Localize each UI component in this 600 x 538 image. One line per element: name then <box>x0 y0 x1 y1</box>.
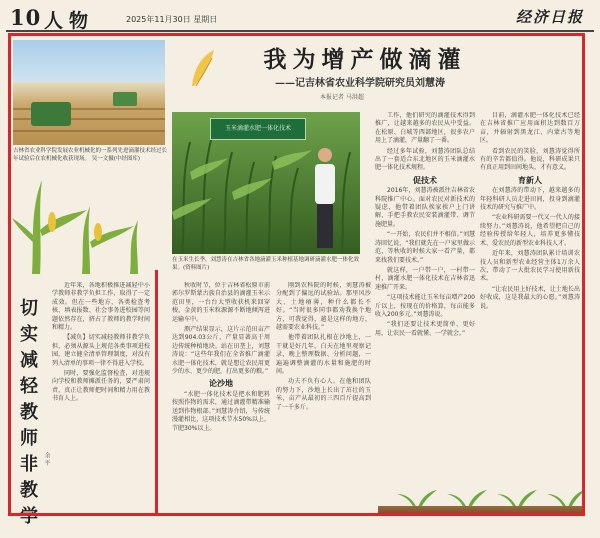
researcher-figure <box>312 146 338 248</box>
harvest-photo-caption: 吉林省农业科学院发展农业机械化的一系列先进滴灌技术经过长年试验后在农机械化收获现场。 吴一文摄(中经图库) <box>13 148 168 162</box>
corn-banner: 玉米滴灌水肥一体化技术 <box>210 118 306 140</box>
paragraph: “水肥一体化技术是把水和肥料按照作物的需求，通过滴灌带精准输送到作物根部。”刘慧涛介绍，与传统漫灌相比，这项技术节水50%以上，节肥30%以上。 <box>172 390 270 432</box>
paragraph: 看到农民的笑脸，刘慧涛觉得所有的辛苦都值得。他说，科研成果只有真正用到田间地头，才有意义。 <box>480 147 580 172</box>
masthead <box>6 4 594 32</box>
harvester-icon <box>31 102 71 126</box>
paragraph: 在刘慧涛的带动下，越来越多的年轻科研人员走进田间，投身到滴灌技术的研究与推广中。 <box>480 187 580 212</box>
paragraph: 秋收时节，位于吉林省松原市前郭尔罗斯蒙古族自治县的滴灌玉米示范田里，一台台大型收获机来回穿梭，金黄的玉米粒源源不断地倾泻进运输车中。 <box>172 282 270 323</box>
harvest-photo <box>13 40 165 145</box>
headline: 我为增产做滴灌 <box>263 46 467 73</box>
paragraph: “这项技术能让玉米每亩增产200斤以上，按现在的价格算，每亩能多收入200多元。”刘慧涛说。 <box>375 294 475 318</box>
section-heading: 育新人 <box>518 174 542 185</box>
paragraph: 刚到农科院的时候，刘慧涛被分配到了偏远的试验站。那里风沙大、土地瘠薄，种什么都长不好。“当时很多同事都劝我换个地方，可我觉得，越是这样的地方，越需要农业科技。” <box>276 282 371 332</box>
paragraph: 测产结果显示，这片示范田亩产达到904.03公斤，产量显著高于周边传统种植地块。站在田垄上，刘慧涛说：“这些年我们在全省推广滴灌水肥一体化技术，就是想让农民用更少的水、更少的肥，打出更多的粮。” <box>172 326 270 376</box>
paragraph: “一开始，农民们并不相信。”刘慧涛回忆说，“我们就先在一户家里做示范，等秋收的时候大家一看产量，都来找我们要技术。” <box>375 231 475 264</box>
paragraph: 目前，滴灌水肥一体化技术已经在吉林省推广应用面积达到数百万亩，并辐射到黑龙江、内蒙古等地区。 <box>480 112 580 145</box>
truck-icon <box>113 92 137 106</box>
paragraph: 工作，他们研究的滴灌技术得到推广，让越来越多的农民从中受益。在松原、白城等西部地区，很多农户用上了滴灌，产量翻了一番。 <box>375 112 475 145</box>
section-name: 人物 <box>44 10 95 32</box>
paper-logo: 经济日报 <box>515 8 584 26</box>
corn-photo-caption: 在玉米生长季，刘慧涛在吉林省各地滴灌玉米种植基地调研滴灌水肥一体化效果。(资料图片) <box>172 257 360 271</box>
corn-plant-illustration <box>12 170 162 274</box>
article-column-left <box>52 282 150 517</box>
paragraph: “农业科研需要一代又一代人的接续努力。”刘慧涛说，他希望把自己的经验传授给年轻人，培养更多懂技术、爱农民的新型农业科技人才。 <box>480 214 580 247</box>
page-number: 10 <box>10 5 42 30</box>
issue-date: 2025年11月30日 星期日 <box>126 15 218 24</box>
byline: 本报记者 马洪超 <box>320 94 364 101</box>
paragraph: 【减负】切实减轻教师非教学负担，必须从源头上规范各类事项进校园，建立健全清单管理制度，对没有列入清单的事项一律不得进入学校。 <box>52 334 150 367</box>
paragraph: 2016年，刘慧涛被派往吉林省农科院推广中心。面对农民对新技术的疑虑，他带着团队挨家挨户上门讲解，手把手教农民安装滴灌带、调节施肥量。 <box>375 187 475 228</box>
paragraph: 近年来，刘慧涛团队累计培训农技人员和新型农业经营主体1万余人次，带动了一大批农民学习使用新技术。 <box>480 250 580 283</box>
highlight-frame-edge <box>155 270 588 516</box>
section-heading: 论沙地 <box>209 378 233 389</box>
paragraph: “我们还要让技术更简单、更好用，让农民一看就懂、一学就会。” <box>375 321 475 337</box>
paragraph: 功夫不负有心人。在他和团队的努力下，沙地上长出了茁壮的玉米，亩产从最初的三四百斤提高到了一千多斤。 <box>276 378 371 411</box>
section-heading: 促技术 <box>413 174 437 185</box>
paragraph: 同时，要强化监督检查，对违规向学校和教师摊派任务的，要严肃问责，真正让教师把时间和精力用在教书育人上。 <box>52 370 150 403</box>
paragraph: 近年来，各地积极推进减轻中小学教师非教学负担工作，取得了一定成效。但在一些地方，各类检查考核、填表报数、社会事务进校园等问题依然存在，挤占了教师的教学时间和精力。 <box>52 282 150 332</box>
left-article-title: 切实减轻教师非教学 <box>20 298 38 527</box>
left-article-author: 余 平 <box>43 452 50 466</box>
paragraph: “让农民用上好技术，让土地长出好收成，这是我最大的心愿。”刘慧涛说。 <box>480 285 580 310</box>
corn-field-photo <box>172 112 360 254</box>
paragraph: 他带着团队扎根在沙地上，一干就是好几年。白天在地里观察记录，晚上整理数据、分析问题，一遍遍调整滴灌的水量和施肥的时间。 <box>276 334 371 376</box>
subheadline: ——记吉林省农业科学院研究员刘慧涛 <box>275 78 445 89</box>
paragraph: 经过多年试验，刘慧涛团队总结出了一套适合东北地区的玉米滴灌水肥一体化技术规程。 <box>375 147 475 172</box>
paragraph: 就这样，一户带一户，一村带一村，滴灌水肥一体化技术在吉林省迅速推广开来。 <box>375 266 475 291</box>
leaf-icon <box>188 48 218 88</box>
